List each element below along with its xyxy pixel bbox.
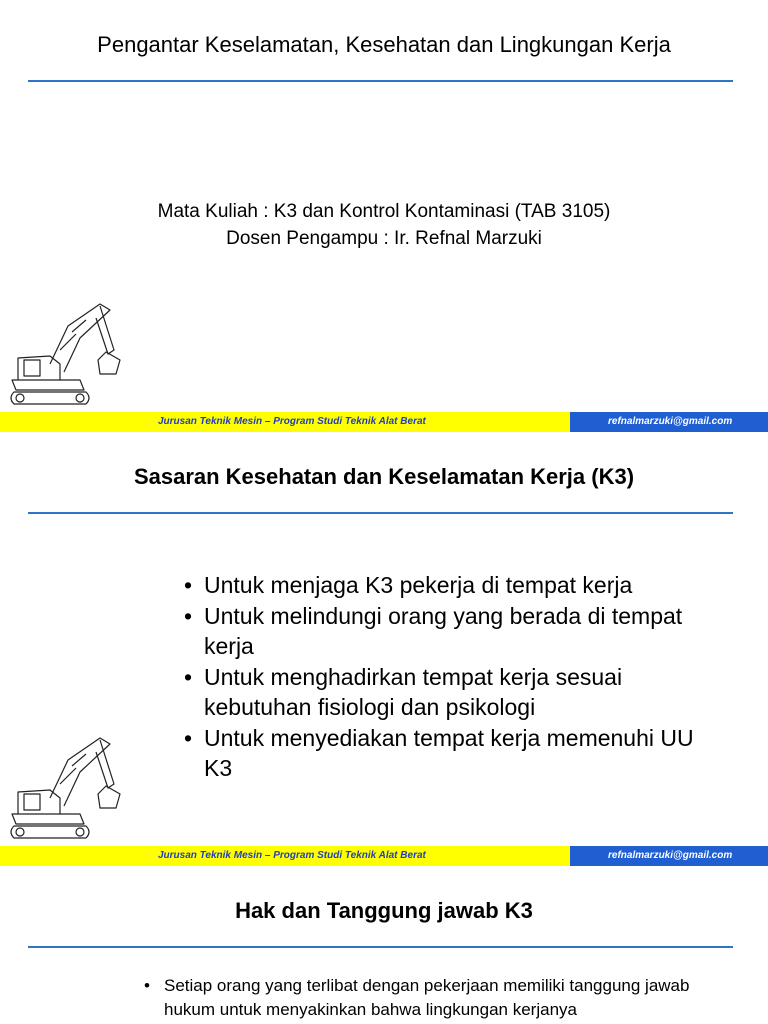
bullet-list [184,570,714,784]
list-item: • Untuk melindungi orang yang berada di tempat kerja [184,601,714,662]
list-item: • Untuk menghadirkan tempat kerja sesuai kebutuhan fisiologi dan psikologi [184,662,714,723]
list-item: • Untuk menjaga K3 pekerja di tempat kerja [184,570,714,601]
slide-footer [0,846,768,866]
slide-footer [0,412,768,432]
list-item: • Untuk menyediakan tempat kerja memenuhi UU K3 [184,723,714,784]
list-item: • Setiap orang yang terlibat dengan pekerjaan memiliki tanggung jawab hukum untuk menyakinkan bahwa lingkungan kerjanya [144,974,714,1022]
slide-title: Pengantar Keselamatan, Kesehatan dan Lingkungan Kerja [97,32,671,57]
title-divider [28,946,733,948]
excavator-icon [2,732,142,842]
footer-department: Jurusan Teknik Mesin – Program Studi Teknik Alat Berat [158,416,426,427]
excavator-icon [2,298,142,408]
course-line: Mata Kuliah : K3 dan Kontrol Kontaminasi (TAB 3105) [157,201,611,222]
slide-3 [0,866,768,1024]
title-divider [28,512,733,514]
footer-department: Jurusan Teknik Mesin – Program Studi Teknik Alat Berat [158,850,426,861]
slide-title: Hak dan Tanggung jawab K3 [235,898,533,923]
footer-email: refnalmarzuki@gmail.com [608,416,733,427]
footer-email: refnalmarzuki@gmail.com [608,850,733,861]
title-divider [28,80,733,82]
slide-1 [0,0,768,432]
lecturer-line: Dosen Pengampu : Ir. Refnal Marzuki [226,228,542,249]
slide-2 [0,432,768,866]
bullet-list [144,974,714,1022]
slide-title: Sasaran Kesehatan dan Keselamatan Kerja (K3) [133,464,635,489]
